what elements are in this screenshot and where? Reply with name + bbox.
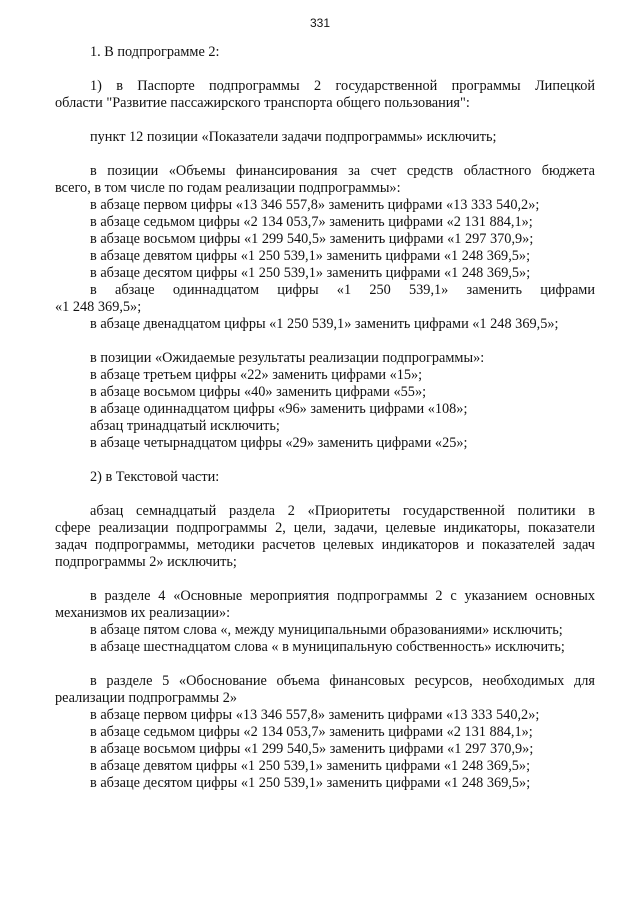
list-item-continuation: «1 248 369,5»; — [55, 299, 142, 315]
document-body — [55, 44, 595, 792]
list-item: в абзаце первом цифры «13 346 557,8» заменить цифрами «13 333 540,2»; — [90, 197, 540, 213]
section-heading: 1. В подпрограмме 2: — [90, 44, 220, 60]
paragraph-line: задач подпрограммы, методики расчетов целевых индикаторов и показателей задач — [55, 537, 595, 553]
list-item: в абзаце седьмом цифры «2 134 053,7» заменить цифрами «2 131 884,1»; — [90, 214, 533, 230]
list-item: в абзаце шестнадцатом слова « в муниципальную собственность» исключить; — [90, 639, 565, 655]
list-item: в абзаце пятом слова «, между муниципальными образованиями» исключить; — [90, 622, 563, 638]
paragraph: пункт 12 позиции «Показатели задачи подпрограммы» исключить; — [90, 129, 497, 145]
list-item: в абзаце десятом цифры «1 250 539,1» заменить цифрами «1 248 369,5»; — [90, 775, 531, 791]
list-item: в абзаце восьмом цифры «40» заменить цифрами «55»; — [90, 384, 427, 400]
list-item: в абзаце десятом цифры «1 250 539,1» заменить цифрами «1 248 369,5»; — [90, 265, 531, 281]
list-item: в абзаце одиннадцатом цифры «1 250 539,1» заменить цифрами — [90, 282, 595, 298]
section-heading: 2) в Текстовой части: — [90, 469, 220, 485]
paragraph-line: всего, в том числе по годам реализации подпрограммы»: — [55, 180, 401, 196]
paragraph-line: реализации подпрограммы 2» — [55, 690, 237, 706]
paragraph-line: механизмов их реализации»: — [55, 605, 231, 621]
paragraph-line: 1) в Паспорте подпрограммы 2 государственной программы Липецкой — [90, 78, 595, 94]
paragraph-line: в позиции «Объемы финансирования за счет средств областного бюджета — [90, 163, 595, 179]
paragraph-line: абзац семнадцатый раздела 2 «Приоритеты государственной политики в — [90, 503, 595, 519]
list-item: в абзаце восьмом цифры «1 299 540,5» заменить цифрами «1 297 370,9»; — [90, 231, 534, 247]
list-item: в абзаце первом цифры «13 346 557,8» заменить цифрами «13 333 540,2»; — [90, 707, 540, 723]
paragraph-line: области "Развитие пассажирского транспорта общего пользования": — [55, 95, 470, 111]
paragraph-line: в разделе 4 «Основные мероприятия подпрограммы 2 с указанием основных — [90, 588, 595, 604]
list-item: в абзаце четырнадцатом цифры «29» заменить цифрами «25»; — [90, 435, 468, 451]
paragraph-line: подпрограммы 2» исключить; — [55, 554, 237, 570]
list-item: в абзаце третьем цифры «22» заменить цифрами «15»; — [90, 367, 423, 383]
list-item: в абзаце двенадцатом цифры «1 250 539,1» заменить цифрами «1 248 369,5»; — [90, 316, 559, 332]
list-item: в абзаце одиннадцатом цифры «96» заменить цифрами «108»; — [90, 401, 468, 417]
page-number: 331 — [309, 16, 331, 30]
list-item: в абзаце девятом цифры «1 250 539,1» заменить цифрами «1 248 369,5»; — [90, 758, 531, 774]
list-item: в абзаце восьмом цифры «1 299 540,5» заменить цифрами «1 297 370,9»; — [90, 741, 534, 757]
list-item: в абзаце девятом цифры «1 250 539,1» заменить цифрами «1 248 369,5»; — [90, 248, 531, 264]
list-item: в абзаце седьмом цифры «2 134 053,7» заменить цифрами «2 131 884,1»; — [90, 724, 533, 740]
paragraph: в позиции «Ожидаемые результаты реализации подпрограммы»: — [90, 350, 485, 366]
paragraph-line: сфере реализации подпрограммы 2, цели, задачи, целевые индикаторы, показатели — [55, 520, 595, 536]
paragraph-line: в разделе 5 «Обоснование объема финансовых ресурсов, необходимых для — [90, 673, 595, 689]
list-item: абзац тринадцатый исключить; — [90, 418, 280, 434]
